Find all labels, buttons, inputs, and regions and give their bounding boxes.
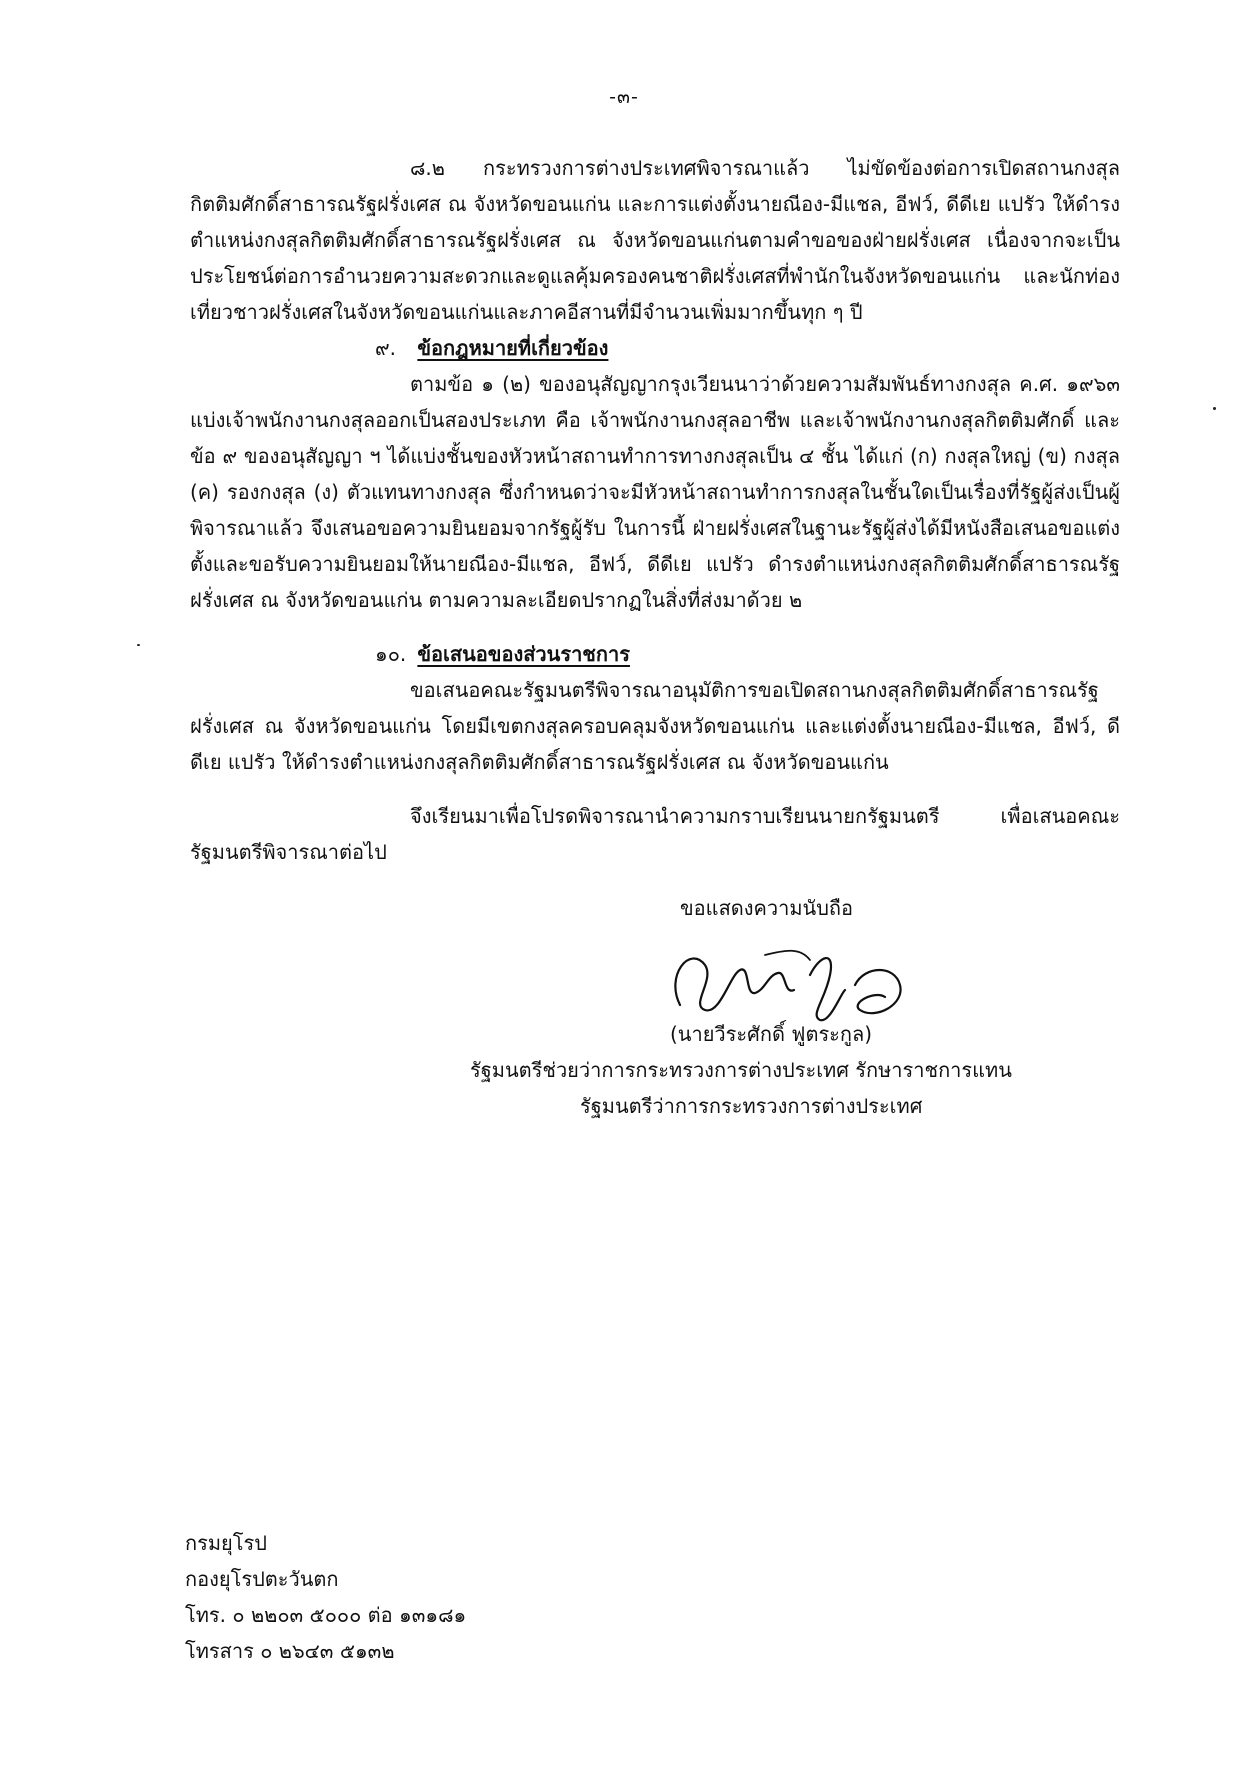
paragraph-10: ขอเสนอคณะรัฐมนตรีพิจารณาอนุมัติการขอเปิดสถานกงสุลกิตติมศักดิ์สาธารณรัฐฝรั่งเศส ณ จังหวัดขอนแก่น โดยมีเขตกงสุลครอบคลุมจังหวัดขอนแก่น และแต่งตั้งนายณีอง-มีแชล, อีฟว์, ดีดีเย แปรัว ให้ดำรงตำแหน่งกงสุลกิตติมศักดิ์สาธารณรัฐฝรั่งเศส ณ จังหวัดขอนแก่น (190, 678, 1120, 774)
section-10-number: ๑๐. (375, 642, 407, 666)
scan-speck (1213, 407, 1216, 410)
document-body (190, 150, 1120, 870)
section-9-heading (190, 330, 1120, 366)
section-10-title: ข้อเสนอของส่วนราชการ (417, 642, 630, 666)
footer-phone: โทร. ๐ ๒๒๐๓ ๕๐๐๐ ต่อ ๑๓๑๘๑ (185, 1603, 467, 1627)
signer-name: (นายวีระศักดิ์ ฟูตระกูล) (670, 1022, 873, 1046)
contact-footer (185, 1525, 466, 1669)
closing-paragraph: จึงเรียนมาเพื่อโปรดพิจารณานำความกราบเรียนนายกรัฐมนตรี เพื่อเสนอคณะรัฐมนตรีพิจารณาต่อไป (190, 804, 1120, 864)
footer-department: กรมยุโรป (185, 1531, 267, 1555)
regards-line: ขอแสดงความนับถือ (680, 896, 854, 920)
section-10-heading (190, 636, 1120, 672)
signer-position-line-2: รัฐมนตรีว่าการกระทรวงการต่างประเทศ (580, 1094, 923, 1118)
footer-fax: โทรสาร ๐ ๒๖๔๓ ๕๑๓๒ (185, 1639, 395, 1663)
paragraph-9: ตามข้อ ๑ (๒) ของอนุสัญญากรุงเวียนนาว่าด้วยความสัมพันธ์ทางกงสุล ค.ศ. ๑๙๖๓ แบ่งเจ้าพนักงานกงสุลออกเป็นสองประเภท คือ เจ้าพนักงานกงสุลอาชีพ และเจ้าพนักงานกงสุลกิตติมศักดิ์ และข้อ ๙ ของอนุสัญญา ฯ ได้แบ่งชั้นของหัวหน้าสถานทำการทางกงสุลเป็น ๔ ชั้น ได้แก่ (ก) กงสุลใหญ่ (ข) กงสุล (ค) รองกงสุล (ง) ตัวแทนทางกงสุล ซึ่งกำหนดว่าจะมีหัวหน้าสถานทำการกงสุลในชั้นใดเป็นเรื่องที่รัฐผู้ส่งเป็นผู้พิจารณาแล้ว จึงเสนอขอความยินยอมจากรัฐผู้รับ ในการนี้ ฝ่ายฝรั่งเศสในฐานะรัฐผู้ส่งได้มีหนังสือเสนอขอแต่งตั้งและขอรับความยินยอมให้นายณีอง-มีแชล, อีฟว์, ดีดีเย แปรัว ดำรงตำแหน่งกงสุลกิตติมศักดิ์สาธารณรัฐฝรั่งเศส ณ จังหวัดขอนแก่น ตามความละเอียดปรากฏในสิ่งที่ส่งมาด้วย ๒ (190, 372, 1120, 612)
footer-division: กองยุโรปตะวันตก (185, 1567, 339, 1591)
signer-position-line-1: รัฐมนตรีช่วยว่าการกระทรวงการต่างประเทศ รักษาราชการแทน (470, 1058, 1012, 1082)
paragraph-8-2: ๘.๒ กระทรวงการต่างประเทศพิจารณาแล้ว ไม่ขัดข้องต่อการเปิดสถานกงสุลกิตติมศักดิ์สาธารณรัฐฝรั่งเศส ณ จังหวัดขอนแก่น และการแต่งตั้งนายณีอง-มีแชล, อีฟว์, ดีดีเย แปรัว ให้ดำรงตำแหน่งกงสุลกิตติมศักดิ์สาธารณรัฐฝรั่งเศส ณ จังหวัดขอนแก่นตามคำขอของฝ่ายฝรั่งเศส เนื่องจากจะเป็นประโยชน์ต่อการอำนวยความสะดวกและดูแลคุ้มครองคนชาติฝรั่งเศสที่พำนักในจังหวัดขอนแก่น และนักท่องเที่ยวชาวฝรั่งเศสในจังหวัดขอนแก่นและภาคอีสานที่มีจำนวนเพิ่มมากขึ้นทุก ๆ ปี (190, 156, 1120, 324)
page-number: -๓- (609, 86, 639, 108)
section-9-number: ๙. (375, 336, 397, 360)
scan-speck (137, 644, 140, 646)
section-9-title: ข้อกฎหมายที่เกี่ยวข้อง (417, 336, 609, 360)
